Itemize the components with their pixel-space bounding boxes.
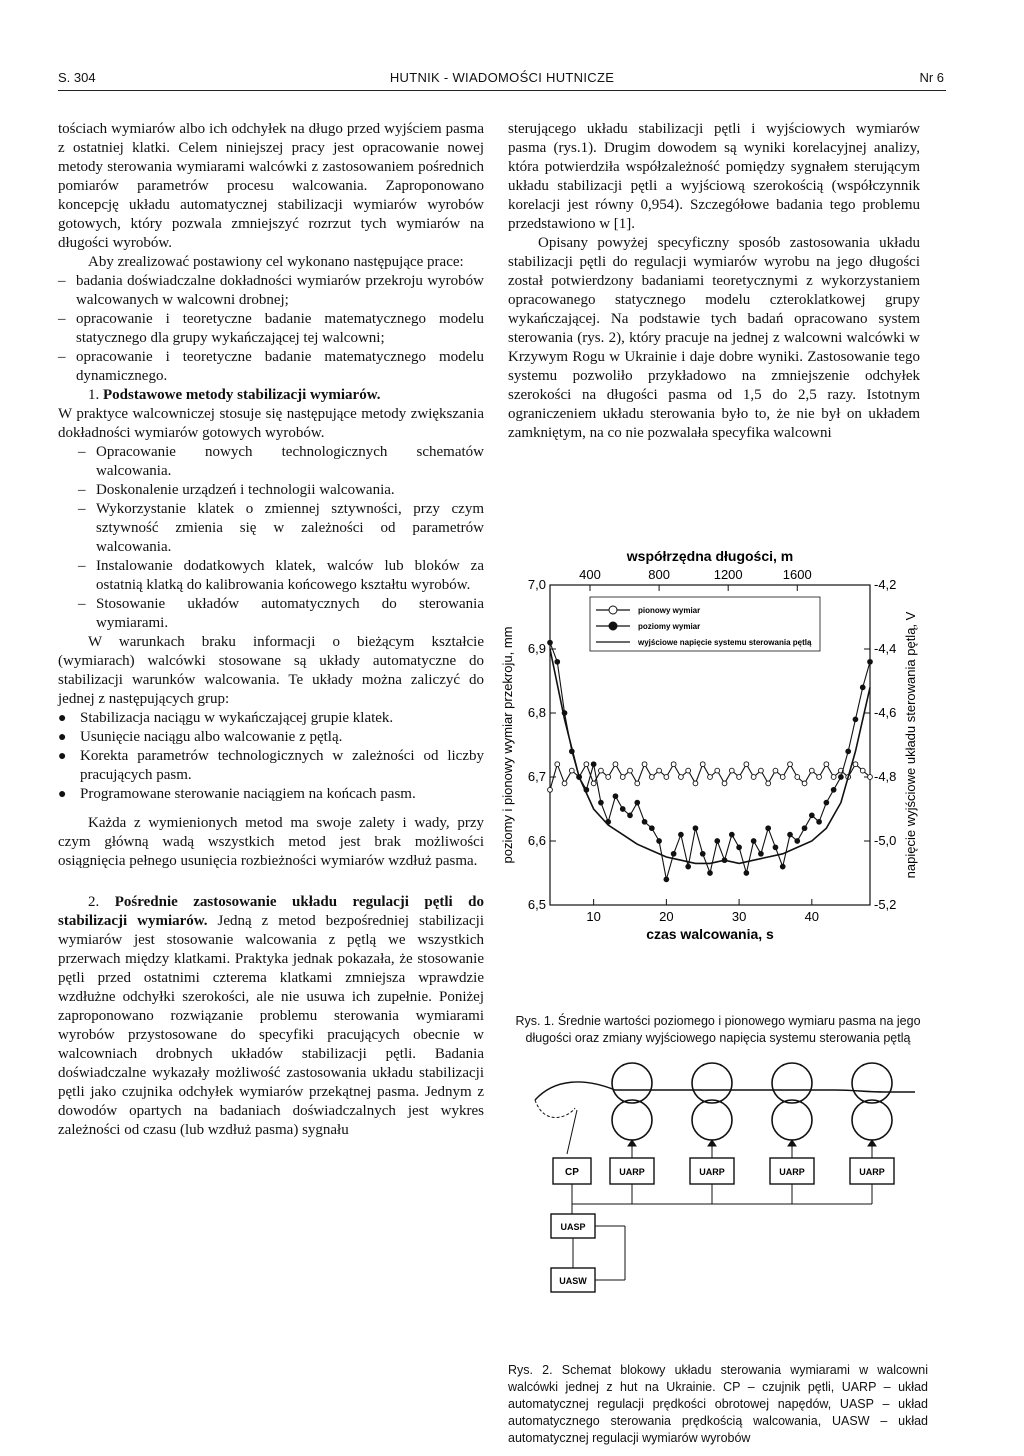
series-point xyxy=(700,851,705,856)
section-text: Jedną z metod bezpośredniej stabilizacji wymiarów jest stosowanie walcowania z pętlą we wszystkich przerwach między klatkami. Praktyka jednak pokazała, że stosowanie pętli przed ostatnimi czterema klatkami zmniejsza wprawdzie wzdłużne odchyłki szerokości, ale nie usuwa ich zupełnie. Poniżej zaproponowano rozwiązanie problemu sterowania wymiarami wyrobów przystosowane do specyfiki pracujących obecnie w walcowniach drobnych układów stabilizacji pętli. Badania doświadczalne wykazały możliwość zastosowania układu stabilizacji pętli jako czujnika odchyłek wymiarów przekątnej pasma. Jednym z dowodów opartych na badaniach doświadczalnych jest wykres zależności od czasu (lub wzdłuż pasma) sygnału xyxy=(58,913,485,1138)
series-point xyxy=(744,871,749,876)
y-tick-label: 6,6 xyxy=(527,833,546,848)
x-axis-label: czas walcowania, s xyxy=(646,926,774,942)
journal-title: HUTNIK - WIADOMOŚCI HUTNICZE xyxy=(389,70,615,85)
y2-tick-label: -4,8 xyxy=(874,769,897,784)
series-point xyxy=(751,839,756,844)
series-point xyxy=(708,775,713,780)
series-point xyxy=(860,685,865,690)
series-point xyxy=(664,775,669,780)
top-axis-label: współrzędna długości, m xyxy=(626,548,794,564)
series-point xyxy=(700,762,705,767)
series-point xyxy=(613,794,618,799)
series-point xyxy=(780,864,785,869)
list-item: – Doskonalenie urządzeń i technologii walcowania. xyxy=(78,481,484,500)
series-point xyxy=(839,775,844,780)
series-point xyxy=(722,781,727,786)
series-point xyxy=(729,832,734,837)
y-tick-label: 6,5 xyxy=(527,897,546,912)
list-item: – Instalowanie dodatkowych klatek, walców lub bloków za ostatnią klatką do kalibrowania końcowego kształtu wyrobów. xyxy=(78,557,484,595)
series-point xyxy=(802,781,807,786)
series-point xyxy=(853,762,858,767)
series-point xyxy=(780,775,785,780)
series-point xyxy=(824,800,829,805)
series-point xyxy=(664,877,669,882)
legend-marker xyxy=(609,622,617,630)
series-point xyxy=(599,800,604,805)
list-item: – Stosowanie układów automatycznych do sterowania wymiarami. xyxy=(78,595,484,633)
series-point xyxy=(729,768,734,773)
figure-1-chart xyxy=(490,535,930,955)
top-tick-label: 1600 xyxy=(782,567,812,582)
series-point xyxy=(548,787,553,792)
x-tick-label: 10 xyxy=(586,909,601,924)
paragraph: Opisany powyżej specyficzny sposób zastosowania układu stabilizacji pętli do regulacji wymiarów wyrobu na jego długości został potwierdzony badaniami teoretycznymi z wykorzystaniem opracowanego statycznego modelu czteroklatkowej grupy wykańczającej. Na podstawie tych badań opracowano system sterowania (rys. 2), który pracuje na jednej z walcowni walcówki w Krzywym Rogu w Ukrainie i daje dobre wyniki. Zastosowanie tego systemu pozwoliło przykładowo na zmniejszenie odchyłek szerokości na długości pasma od 1,5 do 2,5 razy. Istotnym ograniczeniem układu sterowania było to, że nie był on układem zamkniętym, na co nie pozwalała specyfika walcowni xyxy=(508,235,920,441)
paragraph: tościach wymiarów albo ich odchyłek na długo przed wyjściem pasma z ostatniej klatki. Celem niniejszej pracy jest opracowanie nowej metody sterowania wymiarami walcówki z zastosowaniem pośrednich pomiarów parametrów procesu walcowania. Zaproponowano koncepcję układu automatycznej stabilizacji wymiarów wyrobów gotowych, który pozwala zmniejszyć rozrzut tych wymiarów na długości wyrobów. xyxy=(58,121,484,251)
series-point xyxy=(853,717,858,722)
series-point xyxy=(649,775,654,780)
x-tick-label: 40 xyxy=(804,909,820,924)
series-point xyxy=(569,768,574,773)
series-point xyxy=(766,781,771,786)
top-tick-label: 1200 xyxy=(713,567,743,582)
y2-tick-label: -5,0 xyxy=(874,833,897,848)
series-point xyxy=(737,845,742,850)
series-point xyxy=(831,775,836,780)
series-point xyxy=(759,768,764,773)
series-point xyxy=(679,775,684,780)
stand-3 xyxy=(772,1063,812,1140)
block-uarp-3 xyxy=(770,1158,814,1184)
section-1 xyxy=(58,386,484,405)
series-point xyxy=(708,871,713,876)
top-tick-label: 800 xyxy=(648,567,670,582)
paragraph: Każda z wymienionych metod ma swoje zalety i wady, przy czym główną wadą wszystkich metod jest brak możliwości osiągnięcia pełnego usunięcia rozbieżności wymiarów wzdłuż pasma. xyxy=(58,815,484,869)
series-point xyxy=(766,826,771,831)
series-point xyxy=(635,781,640,786)
series-point xyxy=(620,775,625,780)
series-point xyxy=(817,819,822,824)
figure-2-diagram xyxy=(515,1058,935,1358)
series-point xyxy=(846,749,851,754)
section-title: Podstawowe metody stabilizacji wymiarów. xyxy=(103,387,381,403)
series-point xyxy=(555,659,560,664)
series-point xyxy=(686,768,691,773)
y-axis-label: poziomy i pionowy wymiar przekroju, mm xyxy=(500,626,515,864)
section-number: 1. xyxy=(88,387,100,403)
series-line-2 xyxy=(550,643,870,880)
series-point xyxy=(671,851,676,856)
series-point xyxy=(562,781,567,786)
series-point xyxy=(817,775,822,780)
block-uarp-2 xyxy=(690,1158,734,1184)
y2-tick-label: -4,2 xyxy=(874,577,897,592)
series-point xyxy=(642,819,647,824)
series-point xyxy=(606,775,611,780)
series-point xyxy=(868,659,873,664)
paragraph: W praktyce walcowniczej stosuje się następujące metody zwiększania dokładności wymiarów gotowych wyrobów. xyxy=(58,406,484,441)
page-header xyxy=(58,64,946,91)
label-cp: CP xyxy=(565,1167,579,1178)
stand-1 xyxy=(612,1063,652,1140)
paragraph: sterującego układu stabilizacji pętli i wyjściowych wymiarów pasma (rys.1). Drugim dowodem są wyniki korelacyjnej analizy, która potwierdziła współzależność pomiędzy sygnałem sterującym układu stabilizacji pętli a wyjściową szerokością (współczynnik korelacji jest równy 0,954). Szczegółowe badania tego problemu przedstawiono w [1]. xyxy=(508,121,920,232)
legend-label: poziomy wymiar xyxy=(638,622,701,631)
y-tick-label: 6,8 xyxy=(527,705,546,720)
series-point xyxy=(642,762,647,767)
label-uarp: UARP xyxy=(699,1167,725,1177)
series-point xyxy=(715,768,720,773)
series-point xyxy=(613,762,618,767)
label-uarp: UARP xyxy=(779,1167,805,1177)
legend-marker xyxy=(609,606,617,614)
series-point xyxy=(795,775,800,780)
y-tick-label: 6,9 xyxy=(527,641,546,656)
series-point xyxy=(802,826,807,831)
series-point xyxy=(628,768,633,773)
series-point xyxy=(548,640,553,645)
stand-2 xyxy=(692,1063,732,1140)
top-tick-label: 400 xyxy=(579,567,601,582)
figure-1-caption: Rys. 1. Średnie wartości poziomego i pionowego wymiaru pasma na jego długości oraz zmiany wyjściowego napięcia systemu sterowania pętlą xyxy=(515,1014,921,1045)
series-point xyxy=(773,845,778,850)
block-uarp-1 xyxy=(610,1158,654,1184)
series-point xyxy=(620,807,625,812)
series-point xyxy=(584,762,589,767)
loop-curve xyxy=(535,1100,575,1118)
label-uasp: UASP xyxy=(560,1222,586,1232)
series-line-3 xyxy=(550,649,870,863)
series-point xyxy=(657,839,662,844)
series-point xyxy=(591,762,596,767)
task-list xyxy=(58,272,484,386)
legend-label: wyjściowe napięcie systemu sterowania pętlą xyxy=(638,638,812,647)
label-uarp: UARP xyxy=(859,1167,885,1177)
list-item: ● Programowane sterowanie naciągiem na końcach pasm. xyxy=(58,785,484,804)
issue-number: Nr 6 xyxy=(919,70,944,85)
series-point xyxy=(788,832,793,837)
right-column xyxy=(508,120,920,443)
series-point xyxy=(686,864,691,869)
section-2 xyxy=(58,893,484,1140)
series-point xyxy=(744,762,749,767)
x-tick-label: 20 xyxy=(659,909,674,924)
page-number: S. 304 xyxy=(58,70,96,85)
paragraph: W warunkach braku informacji o bieżącym kształcie (wymiarach) walcówki stosowane są układy automatyczne do stabilizacji warunków walcowania. Te układy można zaliczyć do jednej z następujących grup: xyxy=(58,634,484,707)
series-point xyxy=(671,762,676,767)
series-point xyxy=(693,826,698,831)
list-item: ● Usunięcie naciągu albo walcowanie z pętlą. xyxy=(58,728,484,747)
series-point xyxy=(795,839,800,844)
list-item: – opracowanie i teoretyczne badanie matematycznego modelu dynamicznego. xyxy=(58,348,484,386)
series-point xyxy=(809,768,814,773)
series-point xyxy=(773,768,778,773)
y2-tick-label: -4,6 xyxy=(874,705,897,720)
series-point xyxy=(860,768,865,773)
series-point xyxy=(599,768,604,773)
block-uasp xyxy=(551,1214,595,1238)
series-point xyxy=(649,826,654,831)
label-uarp: UARP xyxy=(619,1167,645,1177)
series-point xyxy=(831,787,836,792)
series-point xyxy=(635,800,640,805)
x-tick-label: 30 xyxy=(731,909,747,924)
figure-2-caption: Rys. 2. Schemat blokowy układu sterowania wymiarami w walcowni walcówki jednej z hut na Ukrainie. CP – czujnik pętli, UARP – układ automatycznej regulacji prędkości obrotowej napędów, UASP – układ automatycznego sterowania prędkością walcowania, UASW – układ automatycznej regulacji wymiarów wyrobów xyxy=(508,1363,928,1445)
y2-tick-label: -4,4 xyxy=(874,641,897,656)
section-title: Pośrednie zastosowanie układu regulacji pętli do stabilizacji wymiarów. xyxy=(58,894,485,929)
methods-list xyxy=(58,443,484,633)
y2-tick-label: -5,2 xyxy=(874,897,897,912)
groups-list xyxy=(58,709,484,804)
series-point xyxy=(737,775,742,780)
series-point xyxy=(824,762,829,767)
block-cp xyxy=(553,1158,591,1184)
list-item: ● Korekta parametrów technologicznych w zależności od liczby pracujących pasm. xyxy=(58,747,484,785)
series-point xyxy=(591,781,596,786)
series-point xyxy=(679,832,684,837)
series-point xyxy=(657,768,662,773)
stand-4 xyxy=(852,1063,892,1140)
y2-axis-label: napięcie wyjściowe układu sterowania pętlą, V xyxy=(903,611,918,879)
series-point xyxy=(555,762,560,767)
left-column xyxy=(58,120,484,1140)
series-point xyxy=(715,839,720,844)
series-point xyxy=(788,762,793,767)
list-item: – Opracowanie nowych technologicznych schematów walcowania. xyxy=(78,443,484,481)
label-uasw: UASW xyxy=(559,1276,587,1286)
block-uasw xyxy=(551,1268,595,1292)
series-point xyxy=(751,775,756,780)
series-point xyxy=(868,775,873,780)
y-tick-label: 7,0 xyxy=(527,577,546,592)
list-item: – Wykorzystanie klatek o zmiennej sztywności, przy czym sztywność zmienia się w zależności od parametrów walcowania. xyxy=(78,500,484,557)
y-tick-label: 6,7 xyxy=(527,769,546,784)
series-point xyxy=(693,781,698,786)
list-item: ● Stabilizacja naciągu w wykańczającej grupie klatek. xyxy=(58,709,484,728)
section-number: 2. xyxy=(88,894,100,910)
list-item: – badania doświadczalne dokładności wymiarów przekroju wyrobów walcowanych w walcowni drobnej; xyxy=(58,272,484,310)
series-point xyxy=(809,813,814,818)
paragraph: Aby zrealizować postawiony cel wykonano następujące prace: xyxy=(88,254,464,270)
series-point xyxy=(628,813,633,818)
series-point xyxy=(759,851,764,856)
block-uarp-4 xyxy=(850,1158,894,1184)
list-item: – opracowanie i teoretyczne badanie matematycznego modelu statycznego dla grupy wykańczającej tej walcowni; xyxy=(58,310,484,348)
legend-label: pionowy wymiar xyxy=(638,606,701,615)
